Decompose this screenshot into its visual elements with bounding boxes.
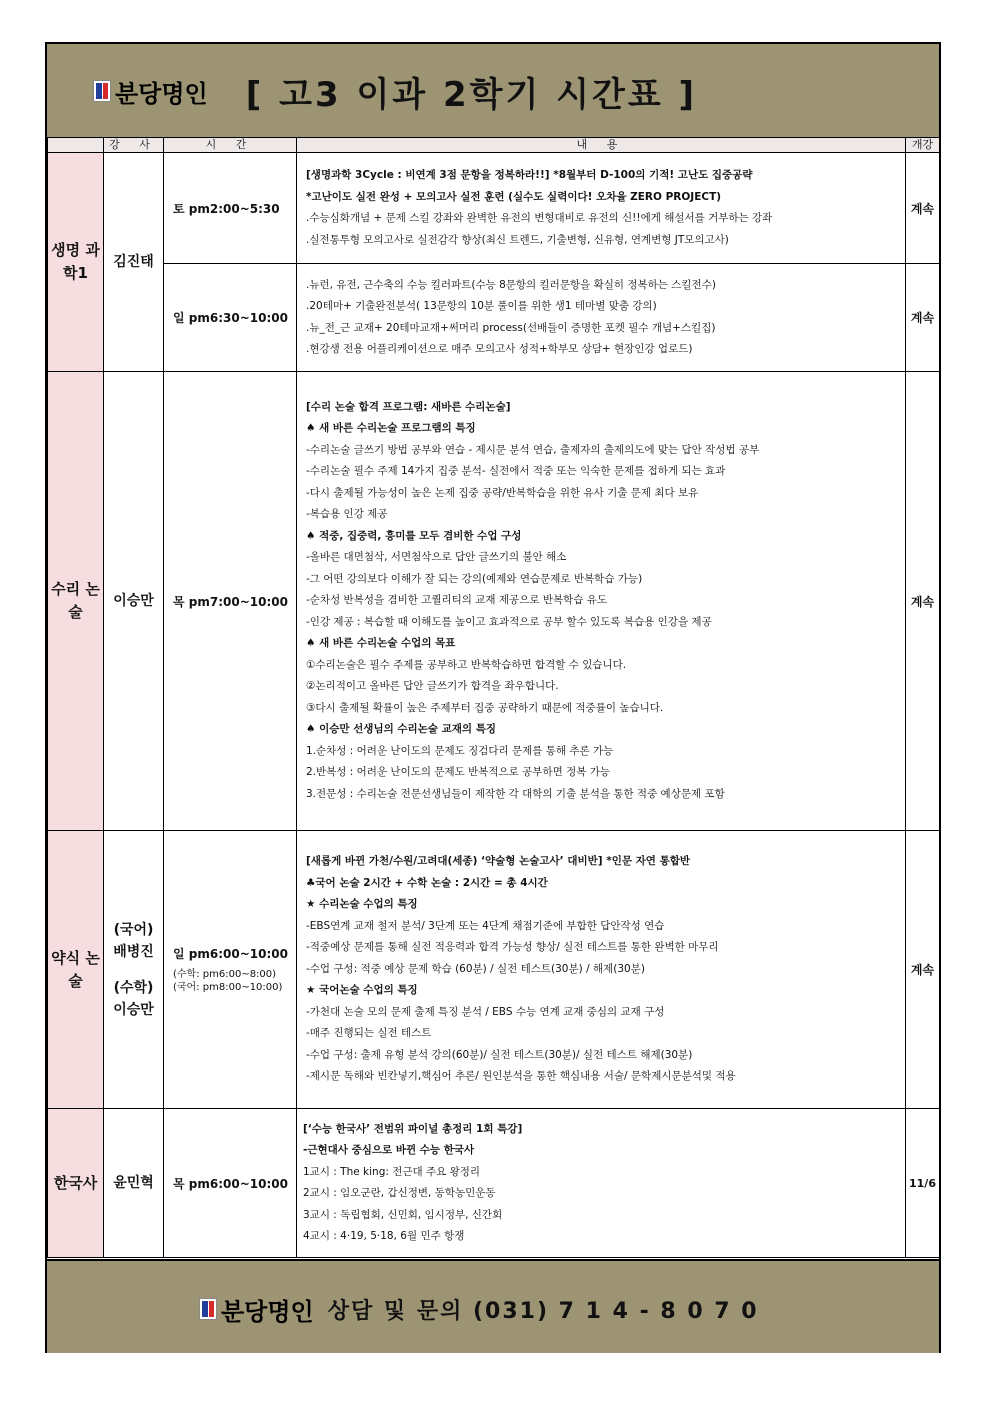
- time-cell: [164, 1109, 297, 1258]
- content-line: -다시 출제될 가능성이 높은 논제 집중 공략/반복학습을 위한 유사 기출 문제 최다 보유: [306, 486, 699, 499]
- content-line: -인강 제공 : 복습할 때 이해도를 높이고 효과적으로 공부 할수 있도록 복습용 인강을 제공: [306, 615, 712, 628]
- table-row: [48, 1109, 940, 1258]
- subject-name: 한국사: [53, 1173, 98, 1192]
- open-cell: [906, 831, 940, 1109]
- page-frame: [45, 42, 941, 1353]
- header-cell-blank: [48, 138, 104, 153]
- header-brand: 분당명인: [115, 79, 208, 108]
- content-line: .20테마+ 기출완전분석( 13문항의 10분 풀이를 위한 생1 테마별 맞춤 강의): [306, 300, 657, 312]
- table-row: [48, 372, 940, 831]
- open-cell: [906, 372, 940, 831]
- content-line: 1.순차성 : 어려운 난이도의 문제도 징검다리 문제를 통해 추론 가능: [306, 744, 614, 757]
- table-header-row: [48, 138, 940, 153]
- header-teacher: 강 사: [104, 138, 164, 153]
- time-text: 일 pm6:00~10:00: [173, 947, 288, 961]
- content-line: [생명과학 3Cycle : 비연계 3점 문항을 정복하라!!] *8월부터 D-100의 기적! 고난도 집중공략: [306, 169, 753, 181]
- teacher-cell: [104, 372, 164, 831]
- teacher-name: 이승만: [113, 593, 154, 609]
- content-line: ★ 국어논술 수업의 특징: [306, 984, 418, 997]
- content-line: ③다시 출제될 확률이 높은 주제부터 집중 공략하기 때문에 적중률이 높습니다.: [306, 701, 664, 714]
- subject-name: 생명 과학1: [51, 241, 100, 282]
- content-line: .수능심화개념 + 문제 스킬 강좌와 완벽한 유전의 변형대비로 유전의 신!!에게 해설서를 거부하는 강좌: [306, 212, 773, 224]
- content-line: -수업 구성: 출제 유형 분석 강의(60분)/ 실전 테스트(30분)/ 실전 테스트 해제(30분): [306, 1048, 693, 1061]
- teacher-line: 배병진: [113, 943, 154, 960]
- content-line: -근현대사 중심으로 바뀐 수능 한국사: [303, 1144, 475, 1156]
- open-cell: [906, 264, 940, 372]
- subject-cell: [48, 831, 104, 1109]
- teacher-name: 윤민혁: [113, 1175, 154, 1191]
- table-row: [48, 831, 940, 1109]
- content-line: -가천대 논술 모의 문제 출제 특징 분석 / EBS 수능 연계 교재 중심의 교재 구성: [306, 1005, 665, 1018]
- subject-cell: [48, 1109, 104, 1258]
- content-line: 3교시 : 독립협회, 신민회, 임시정부, 신간회: [303, 1208, 503, 1221]
- header-time: 시 간: [164, 138, 297, 153]
- content-line: ♠ 새 바른 수리논술 수업의 목표: [306, 637, 456, 650]
- content-line: ♠ 새 바른 수리논술 프로그램의 특징: [306, 422, 476, 435]
- content-line: -순차성 반복성을 겸비한 고퀄리티의 교재 제공으로 반복학습 유도: [306, 594, 608, 607]
- time-cell: [164, 264, 297, 372]
- content-line: -제시문 독해와 빈칸넣기,핵심어 추론/ 원인분석을 통한 핵심내용 서술/ 문학제시문분석및 적용: [306, 1070, 736, 1083]
- content-line: -매주 진행되는 실전 테스트: [306, 1027, 432, 1040]
- content-cell: [297, 831, 906, 1109]
- teacher-cell: [104, 1109, 164, 1258]
- teacher-cell: [104, 831, 164, 1109]
- content-line: [‘수능 한국사’ 전범위 파이널 총정리 1회 특강]: [303, 1122, 523, 1135]
- page-title: [ 고3 이과 2학기 시간표 ]: [245, 74, 698, 115]
- content-line: -복습용 인강 제공: [306, 508, 388, 521]
- content-line: .실전통투형 모의고사로 실전감각 향상(최신 트렌드, 기출변형, 신유형, 연계변형 JT모의고사): [306, 233, 729, 246]
- teacher-line: (수학): [113, 979, 154, 996]
- teacher-line: (국어): [113, 921, 154, 938]
- content-line: ♠ 적중, 집중력, 흥미를 모두 겸비한 수업 구성: [306, 529, 522, 542]
- content-line: 2교시 : 임오군란, 갑신정변, 동학농민운동: [303, 1187, 496, 1199]
- time-text: 목 pm6:00~10:00: [173, 1176, 288, 1191]
- open-cell: [906, 1109, 940, 1258]
- time-text: 일 pm6:30~10:00: [173, 311, 288, 325]
- content-cell: [297, 1109, 906, 1258]
- content-line: 1교시 : The king: 전근대 주요 왕정리: [303, 1165, 481, 1178]
- content-line: ①수리논술은 필수 주제를 공부하고 반복학습하면 합격할 수 있습니다.: [306, 658, 627, 671]
- content-line: *고난이도 실전 완성 + 모의고사 실전 훈련 (실수도 실력이다! 오차율 ZERO PROJECT): [306, 190, 722, 203]
- header-title-group: [93, 66, 697, 116]
- content-line: .뉴_전_근 교재+ 20테마교재+써머리 process(선배들이 증명한 포켓 필수 개념+스킬집): [306, 321, 716, 334]
- time-sub-text: [173, 968, 296, 994]
- content-line: .뉴런, 유전, 근수축의 수능 킬러파트(수능 8문항의 킬러문항을 확실히 정복하는 스킬전수): [306, 278, 716, 291]
- teacher-spacer: [104, 963, 163, 977]
- content-line: -수업 구성: 적중 예상 문제 학습 (60분) / 실전 테스트(30분) / 해제(30분): [306, 962, 645, 975]
- contact-info: 상담 및 문의 (031) 7 1 4 - 8 0 7 0: [327, 1298, 759, 1324]
- content-cell: [297, 372, 906, 831]
- open-text: 계속: [910, 311, 935, 325]
- academy-logo-icon: [199, 1298, 217, 1320]
- header-band: [47, 44, 939, 139]
- time-text: 목 pm7:00~10:00: [173, 594, 288, 609]
- content-line: -그 어떤 강의보다 이해가 잘 되는 강의(예제와 연습문제로 반복학습 가능): [306, 572, 643, 585]
- time-cell: [164, 831, 297, 1109]
- content-line: -올바른 대면첨삭, 서면첨삭으로 답안 글쓰기의 불안 해소: [306, 551, 567, 564]
- academy-logo-icon: [93, 80, 111, 102]
- content-line: [새롭게 바뀐 가천/수원/고려대(세종) ‘약술형 논술고사’ 대비반] *인문 자연 통합반: [306, 855, 691, 868]
- content-line: 2.반복성 : 어려운 난이도의 문제도 반복적으로 공부하면 정복 가능: [306, 766, 610, 779]
- open-text: 계속: [910, 201, 935, 216]
- content-line: 4교시 : 4·19, 5·18, 6월 민주 항쟁: [303, 1230, 465, 1242]
- schedule-table: [47, 137, 940, 1258]
- content-line: [수리 논술 합격 프로그램: 새바른 수리논술]: [306, 400, 511, 413]
- subject-name: 약식 논술: [51, 948, 100, 990]
- teacher-cell: [104, 153, 164, 372]
- content-line: .현강생 전용 어플리케이션으로 매주 모의고사 성적+학부모 상담+ 현장인강 업로드): [306, 343, 693, 355]
- open-text: 계속: [910, 594, 935, 609]
- content-cell: [297, 264, 906, 372]
- content-line: -수리논술 필수 주제 14가지 집중 분석- 실전에서 적중 또는 익숙한 문제를 접하게 되는 효과: [306, 465, 726, 478]
- time-cell: [164, 153, 297, 264]
- time-text: 토 pm2:00~5:30: [173, 201, 280, 216]
- table-row: [48, 153, 940, 264]
- content-line: -적중예상 문제를 통해 실전 적응력과 합격 가능성 향상/ 실전 테스트를 통한 완벽한 마무리: [306, 941, 719, 954]
- open-text: 11/6: [909, 1176, 936, 1190]
- time-cell: [164, 372, 297, 831]
- footer-brand: 분당명인: [221, 1297, 314, 1326]
- content-line: ★ 수리논술 수업의 특징: [306, 898, 418, 911]
- content-line: 3.전문성 : 수리논술 전문선생님들이 제작한 각 대학의 기출 분석을 통한 적중 예상문제 포함: [306, 787, 725, 800]
- table-row: [48, 264, 940, 372]
- subject-cell: [48, 372, 104, 831]
- content-cell: [297, 153, 906, 264]
- header-open: 개강: [906, 138, 940, 153]
- time-sub-korean: (국어: pm8:00~10:00): [173, 982, 283, 993]
- time-sub-math: (수학: pm6:00~8:00): [173, 969, 277, 980]
- footer-band: [47, 1259, 939, 1353]
- open-cell: [906, 153, 940, 264]
- subject-cell: [48, 153, 104, 372]
- teacher-line: 이승만: [113, 1001, 154, 1018]
- footer-contact-group: [199, 1289, 759, 1329]
- teacher-name: 김진태: [113, 254, 154, 270]
- content-line: ♠ 이승만 선생님의 수리논술 교재의 특징: [306, 723, 496, 736]
- content-line: -EBS연계 교재 철저 분석/ 3단계 또는 4단계 채점기준에 부합한 답안작성 연습: [306, 919, 665, 932]
- open-text: 계속: [910, 963, 935, 977]
- header-content: 내 용: [297, 138, 906, 153]
- content-line: ♣국어 논술 2시간 + 수학 논술 : 2시간 = 총 4시간: [306, 876, 548, 889]
- content-line: -수리논술 글쓰기 방법 공부와 연습 - 제시문 분석 연습, 출제자의 출제의도에 맞는 답안 작성법 공부: [306, 443, 760, 456]
- subject-name: 수리 논술: [51, 580, 100, 621]
- content-line: ②논리적이고 올바른 답안 글쓰기가 합격을 좌우합니다.: [306, 680, 559, 693]
